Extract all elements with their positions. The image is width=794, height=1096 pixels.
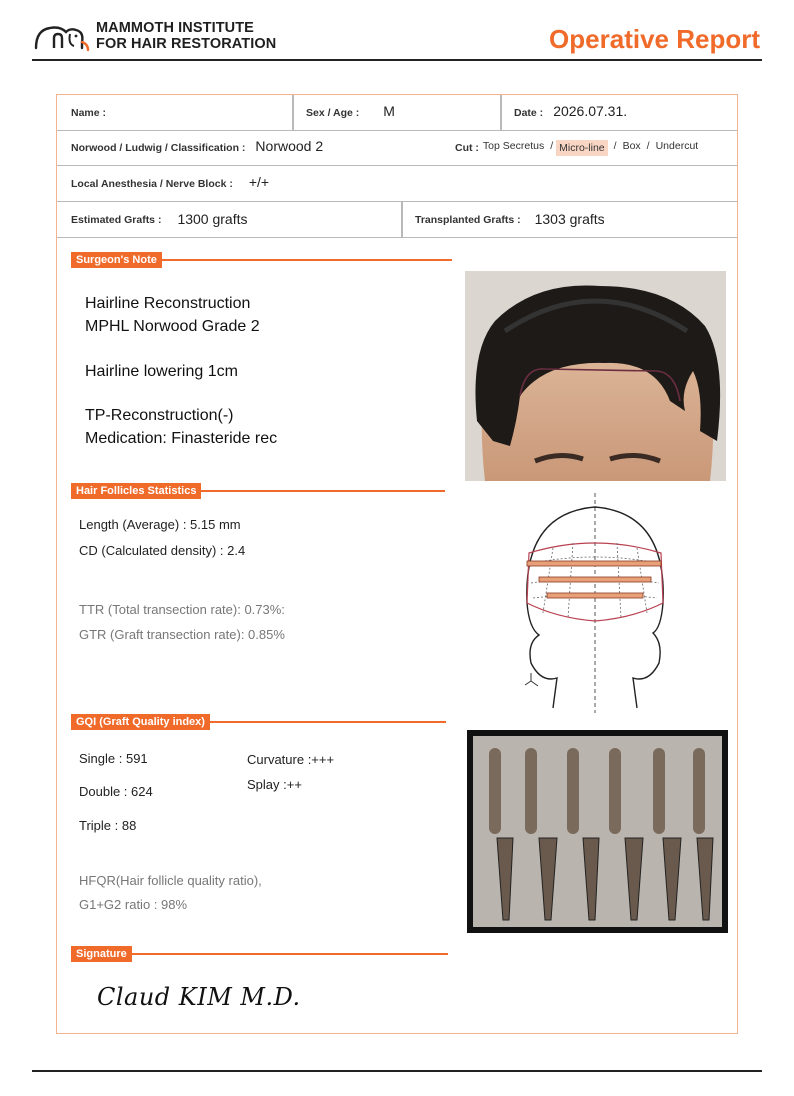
anesthesia-field[interactable] <box>71 166 269 201</box>
sex-age-field[interactable] <box>306 95 395 130</box>
institute-line-1: MAMMOTH INSTITUTE <box>96 20 254 36</box>
estimated-grafts-value: 1300 grafts <box>177 210 248 227</box>
cut-separator: / <box>613 140 617 152</box>
elephant-logo-icon <box>32 20 92 52</box>
note-line-blank <box>85 338 277 360</box>
section-gqi <box>71 715 446 729</box>
sex-age-value: M <box>383 102 395 119</box>
institute-name <box>96 20 276 52</box>
classification-field[interactable] <box>71 131 323 165</box>
surgeons-note-heading: Surgeon's Note <box>71 252 162 268</box>
estimated-grafts-label: Estimated Grafts : <box>71 213 162 226</box>
column-divider <box>292 95 294 130</box>
anesthesia-label: Local Anesthesia / Nerve Block : <box>71 177 233 190</box>
cut-option-top-secretus[interactable]: Top Secretus <box>482 140 545 152</box>
gqi-double: Double : 624 <box>79 784 153 799</box>
gqi-hfqr-line-2: G1+G2 ratio : 98% <box>79 897 188 912</box>
section-follicle-stats <box>71 484 445 498</box>
gqi-heading: GQI (Graft Quality index) <box>71 714 210 730</box>
hairline-photo <box>465 271 726 481</box>
note-line: Hairline Reconstruction <box>85 295 251 312</box>
cut-option-box[interactable]: Box <box>622 140 641 152</box>
note-line: MPHL Norwood Grade 2 <box>85 318 260 335</box>
date-field[interactable] <box>514 95 627 130</box>
gqi-hfqr-line-1: HFQR(Hair follicle quality ratio), <box>79 873 262 888</box>
stat-ttr: TTR (Total transection rate): 0.73%: <box>79 602 285 617</box>
anesthesia-value: +/+ <box>248 173 270 190</box>
surgeons-note-text <box>85 292 277 450</box>
row-patient-info <box>57 95 737 131</box>
transplanted-grafts-label: Transplanted Grafts : <box>415 213 521 226</box>
section-signature <box>71 947 448 961</box>
classification-value: Norwood 2 <box>255 138 324 154</box>
institute-line-2: FOR HAIR RESTORATION <box>96 36 277 52</box>
stat-gtr: GTR (Graft transection rate): 0.85% <box>79 627 285 642</box>
cut-option-undercut[interactable]: Undercut <box>655 140 699 152</box>
section-underline <box>201 490 445 492</box>
note-line-blank <box>85 383 277 404</box>
date-value: 2026.07.31. <box>553 102 628 119</box>
name-field[interactable] <box>71 95 120 130</box>
gqi-triple: Triple : 88 <box>79 818 137 833</box>
row-classification <box>57 131 737 166</box>
column-divider <box>500 95 502 130</box>
cut-options <box>483 140 698 156</box>
section-underline <box>210 721 446 723</box>
note-line: TP-Reconstruction(-) <box>85 407 234 424</box>
stat-length: Length (Average) : 5.15 mm <box>79 517 241 532</box>
follicle-stats-heading: Hair Follicles Statistics <box>71 483 201 499</box>
hairline-photo-drawing <box>465 271 726 481</box>
sex-age-label: Sex / Age : <box>306 106 360 119</box>
cut-separator: / <box>550 140 554 152</box>
cut-option-micro-line[interactable]: Micro-line <box>556 140 608 156</box>
estimated-grafts-field[interactable] <box>71 202 248 237</box>
cut-field <box>455 131 698 165</box>
cut-label: Cut : <box>455 142 479 154</box>
donor-area-diagram <box>513 493 693 713</box>
gqi-curvature: Curvature :+++ <box>247 752 335 767</box>
transplanted-grafts-value: 1303 grafts <box>534 210 605 227</box>
grafts-photo <box>467 730 728 933</box>
report-frame <box>56 94 738 1034</box>
header-divider <box>32 59 762 61</box>
stat-cd: CD (Calculated density) : 2.4 <box>79 543 246 558</box>
doctor-signature: Claud KIM M.D. <box>97 983 301 1011</box>
note-line: Hairline lowering 1cm <box>85 363 238 380</box>
row-grafts <box>57 202 737 238</box>
signature-heading: Signature <box>71 946 132 962</box>
note-line: Medication: Finasteride rec <box>85 430 278 447</box>
section-underline <box>132 953 448 955</box>
transplanted-grafts-field[interactable] <box>415 202 605 237</box>
section-underline <box>162 259 452 261</box>
grafts-photo-drawing <box>467 730 728 933</box>
gqi-splay: Splay :++ <box>247 777 302 792</box>
date-label: Date : <box>514 106 544 119</box>
name-label: Name : <box>71 106 107 119</box>
classification-label: Norwood / Ludwig / Classification : <box>71 142 246 154</box>
document-title: Operative Report <box>549 24 760 54</box>
gqi-single: Single : 591 <box>79 751 148 766</box>
footer-divider <box>32 1070 762 1072</box>
column-divider <box>401 202 403 237</box>
row-anesthesia <box>57 166 737 202</box>
cut-separator: / <box>646 140 650 152</box>
section-surgeons-note <box>71 253 452 267</box>
